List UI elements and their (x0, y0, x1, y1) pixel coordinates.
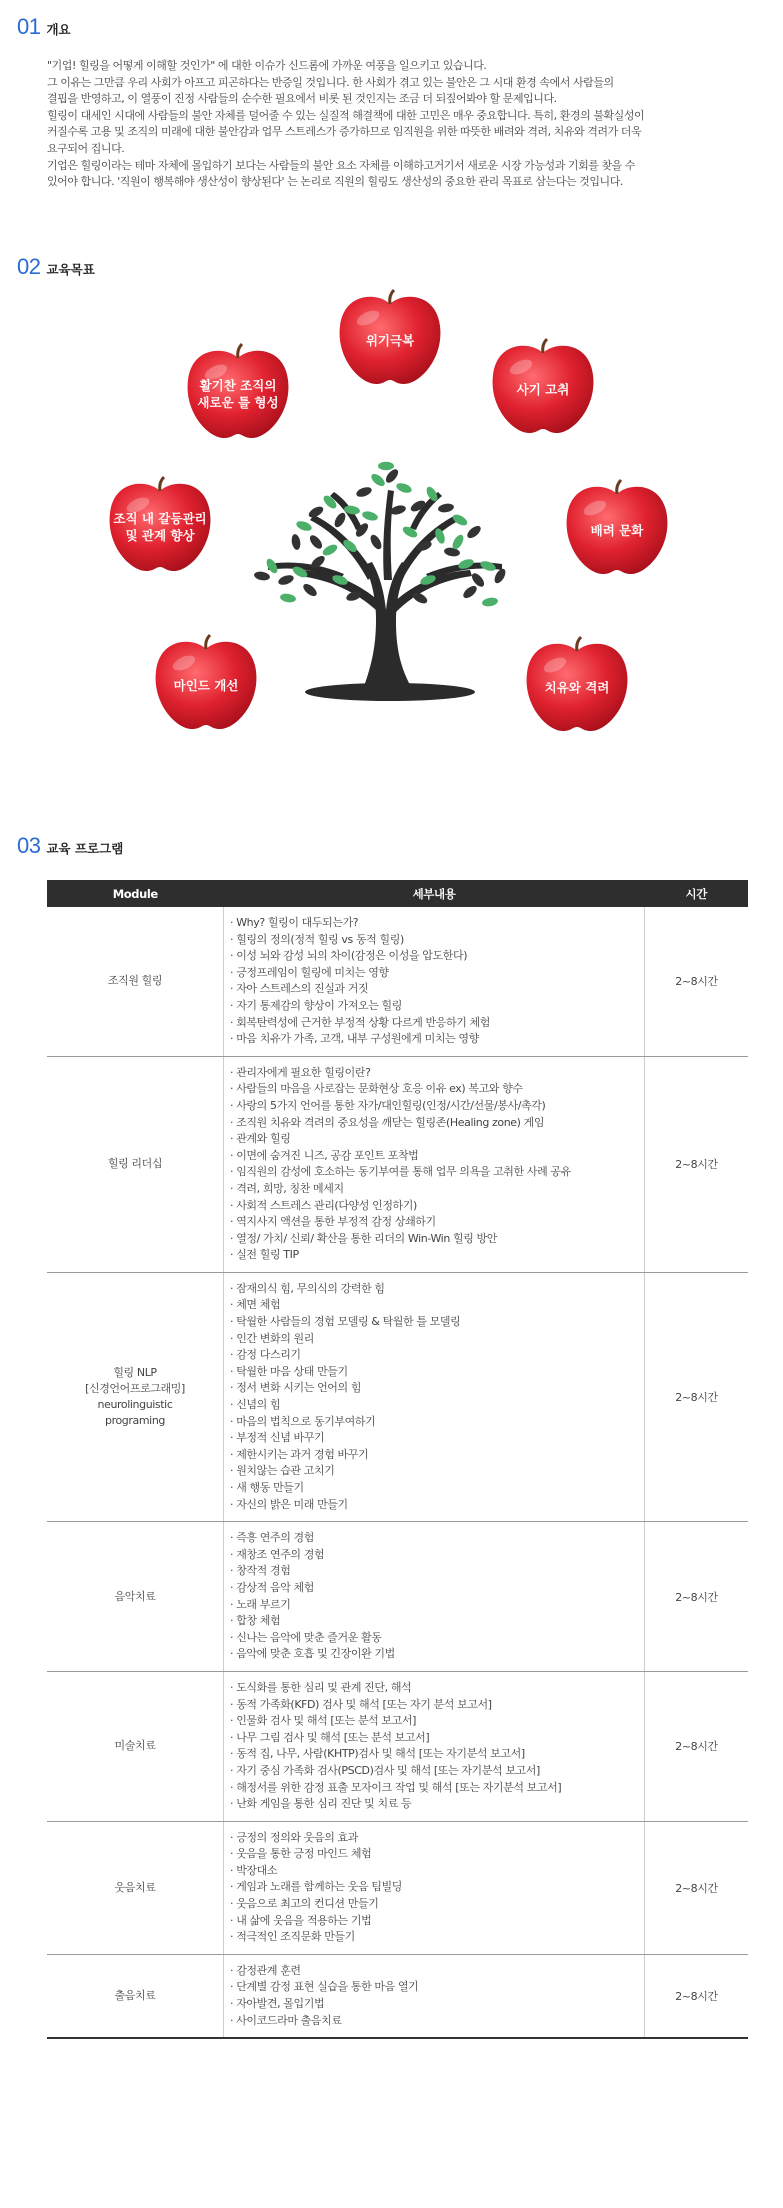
section-title: 교육목표 (46, 262, 95, 277)
detail-item: · 잠재의식 힘, 무의식의 강력한 힘 (230, 1281, 634, 1298)
program-table (47, 880, 748, 2039)
table-row (47, 1056, 748, 1272)
detail-item: · 신나는 음악에 맞춘 즐거운 활동 (230, 1630, 634, 1647)
detail-item: · 단계별 감정 표현 실습을 통한 마음 열기 (230, 1979, 634, 1996)
section-number: 03 (17, 833, 41, 858)
goal-apple-organization-frame (182, 342, 294, 442)
module-time: 2~8시간 (645, 1056, 749, 1272)
detail-item: · 즉흥 연주의 경험 (230, 1530, 634, 1547)
leaf (361, 510, 379, 522)
detail-item: · 박장대소 (230, 1863, 634, 1880)
detail-item: · 감상적 음악 체험 (230, 1580, 634, 1597)
detail-item: · 이면에 숨겨진 니즈, 공감 포인트 포착법 (230, 1148, 634, 1165)
table-row (47, 1954, 748, 2038)
detail-item: · 부정적 신념 바꾸기 (230, 1430, 634, 1447)
detail-item: · 조직원 치유와 격려의 중요성을 깨닫는 힐링존(Healing zone) 게임 (230, 1115, 634, 1132)
leaf (465, 524, 483, 541)
detail-item: · 웃음으로 최고의 컨디션 만들기 (230, 1896, 634, 1913)
module-time: 2~8시간 (645, 907, 749, 1056)
detail-item: · 감정 다스리기 (230, 1347, 634, 1364)
detail-item: · 자기 중심 가족화 검사(PSCD)검사 및 해석 [또는 자기분석 보고서] (230, 1763, 634, 1780)
module-name: 음악치료 (47, 1522, 224, 1672)
module-details (224, 1671, 645, 1821)
detail-item: · 회복탄력성에 근거한 부정적 상황 다르게 반응하기 체험 (230, 1015, 634, 1032)
detail-item: · 합창 체험 (230, 1613, 634, 1630)
overview-line: 결핍을 반영하고, 이 열풍이 진정 사람들의 순수한 필요에서 비롯 된 것인지는 조금 더 되짚어봐야 할 문제입니다. (47, 92, 557, 106)
detail-item: · 실전 힐링 TIP (230, 1247, 634, 1264)
leaf (461, 584, 479, 601)
module-name: 힐링 리더십 (47, 1056, 224, 1272)
detail-item: · 재창조 연주의 경험 (230, 1547, 634, 1564)
table-row (47, 907, 748, 1056)
detail-item: · 자신의 밝은 미래 만들기 (230, 1497, 634, 1514)
goal-label: 위기극복 (365, 332, 415, 348)
detail-item: · 인물화 검사 및 해석 [또는 분석 보고서] (230, 1713, 634, 1730)
leaf (378, 462, 394, 470)
leaf (355, 485, 373, 498)
table-header-row (47, 880, 748, 907)
leaf (279, 592, 296, 603)
module-time: 2~8시간 (645, 1272, 749, 1521)
education-goals-diagram (0, 280, 783, 750)
leaf (308, 533, 325, 551)
detail-item: · 해정서를 위한 감정 표출 모자이크 작업 및 해석 [또는 자기분석 보고서] (230, 1780, 634, 1797)
detail-item: · 마음의 법칙으로 동기부여하기 (230, 1414, 634, 1431)
detail-item: · 웃음을 통한 긍정 마인드 체험 (230, 1846, 634, 1863)
module-details (224, 1954, 645, 2038)
table-row (47, 1272, 748, 1521)
overview-line: 커질수록 고용 및 조직의 미래에 대한 불안감과 업무 스트레스가 증가하므로 임직원을 위한 따뜻한 배려와 격려, 치유와 격려가 더욱 (47, 125, 642, 139)
detail-item: · 난화 게임을 통한 심리 진단 및 치료 등 (230, 1796, 634, 1813)
leaf (301, 582, 319, 599)
detail-item: · 긍정의 정의와 웃음의 효과 (230, 1830, 634, 1847)
module-details (224, 1272, 645, 1521)
module-details (224, 1056, 645, 1272)
module-name: 출음치료 (47, 1954, 224, 2038)
detail-item: · 정서 변화 시키는 언어의 힘 (230, 1380, 634, 1397)
goal-apple-morale-boost (487, 337, 599, 437)
module-time: 2~8시간 (645, 1671, 749, 1821)
section-goals-heading (17, 254, 95, 280)
module-time: 2~8시간 (645, 1522, 749, 1672)
section-number: 01 (17, 14, 41, 39)
leaf (481, 596, 498, 607)
module-time: 2~8시간 (645, 1954, 749, 2038)
goal-apple-conflict-management (104, 475, 216, 575)
leaf (253, 570, 270, 581)
leaf (332, 511, 347, 529)
detail-item: · 동적 가족화(KFD) 검사 및 해석 [또는 자기 분석 보고서] (230, 1697, 634, 1714)
section-title: 교육 프로그램 (46, 841, 124, 856)
detail-item: · 제한시키는 과거 경험 바꾸기 (230, 1447, 634, 1464)
detail-item: · 탁월한 마음 상태 만들기 (230, 1364, 634, 1381)
leaf (295, 519, 313, 532)
module-name: 웃음치료 (47, 1821, 224, 1954)
module-time: 2~8시간 (645, 1821, 749, 1954)
module-details (224, 1522, 645, 1672)
detail-item: · 자기 통제감의 향상이 가져오는 힐링 (230, 998, 634, 1015)
detail-item: · 관계와 힐링 (230, 1131, 634, 1148)
goal-apple-mind-improvement (150, 633, 262, 733)
overview-text (47, 58, 763, 191)
detail-item: · 힐링의 정의(정적 힐링 vs 동적 힐링) (230, 932, 634, 949)
column-header-time: 시간 (645, 880, 749, 907)
detail-item: · 내 삶에 웃음을 적용하는 기법 (230, 1913, 634, 1930)
detail-item: · 역지사지 액션을 통한 부정적 감정 상쇄하기 (230, 1214, 634, 1231)
detail-item: · 자아발견, 몰입기법 (230, 1996, 634, 2013)
detail-item: · 적극적인 조직문화 만들기 (230, 1929, 634, 1946)
leaf (290, 533, 301, 550)
column-header-details: 세부내용 (224, 880, 645, 907)
detail-item: · 도식화를 통한 심리 및 관계 진단, 해석 (230, 1680, 634, 1697)
detail-item: · 창작적 경험 (230, 1563, 634, 1580)
detail-item: · 음악에 맞춘 호흡 및 긴장이완 기법 (230, 1646, 634, 1663)
detail-item: · 신념의 힘 (230, 1397, 634, 1414)
leaf (369, 472, 387, 489)
overview-line: 기업은 힐링이라는 테마 자체에 몰입하기 보다는 사람들의 불안 요소 자체를 이해하고거기서 새로운 시장 가능성과 기회를 찾을 수 (47, 158, 636, 172)
goal-label: 치유와 격려 (544, 679, 610, 695)
module-name: 조직원 힐링 (47, 907, 224, 1056)
leaf (395, 481, 413, 494)
detail-item: · Why? 힐링이 대두되는가? (230, 915, 634, 932)
detail-item: · 관리자에게 필요한 힐링이란? (230, 1065, 634, 1082)
section-number: 02 (17, 254, 41, 279)
goal-label: 마인드 개선 (173, 677, 239, 693)
overview-line: 힐링이 대세인 시대에 사람들의 불안 자체를 덜어줄 수 있는 실질적 해결책에 대한 고민은 매우 중요합니다. 특히, 환경의 불확실성이 (47, 108, 645, 122)
table-row (47, 1522, 748, 1672)
leaf (368, 533, 383, 551)
goal-apple-consideration-culture (561, 478, 673, 578)
detail-item: · 원치않는 습관 고치기 (230, 1463, 634, 1480)
detail-item: · 자아 스트레스의 진실과 거짓 (230, 981, 634, 998)
detail-item: · 인간 변화의 원리 (230, 1331, 634, 1348)
module-details (224, 1821, 645, 1954)
detail-item: · 격려, 희망, 칭찬 메세지 (230, 1181, 634, 1198)
detail-item: · 마음 치유가 가족, 고객, 내부 구성원에게 미치는 영향 (230, 1031, 634, 1048)
leaf (321, 542, 339, 557)
detail-item: · 사회적 스트레스 관리(다양성 인정하기) (230, 1198, 634, 1215)
table-row (47, 1671, 748, 1821)
detail-item: · 이성 뇌와 감성 뇌의 차이(감정은 이성을 압도한다) (230, 948, 634, 965)
leaf (479, 559, 497, 572)
goal-label: 조직 내 갈등관리 및 관계 향상 (113, 511, 207, 543)
goal-apple-crisis-overcome (334, 288, 446, 388)
leaf (437, 502, 454, 513)
goal-label: 사기 고취 (516, 381, 570, 397)
detail-item: · 탁월한 사람들의 경험 모델링 & 탁월한 틀 모델링 (230, 1314, 634, 1331)
section-overview-heading (17, 14, 71, 40)
module-details (224, 907, 645, 1056)
detail-item: · 감정관계 훈련 (230, 1963, 634, 1980)
column-header-module: Module (47, 880, 224, 907)
section-program-heading (17, 833, 123, 859)
goal-label: 활기찬 조직의 새로운 틀 형성 (197, 378, 279, 410)
module-name: 힐링 NLP [신경언어프로그래밍] neurolinguistic programing (47, 1272, 224, 1521)
detail-item: · 열정/ 가치/ 신뢰/ 확산을 통한 리더의 Win-Win 힐링 방안 (230, 1231, 634, 1248)
detail-item: · 노래 부르기 (230, 1597, 634, 1614)
detail-item: · 새 행동 만들기 (230, 1480, 634, 1497)
detail-item: · 사이코드라마 출음치료 (230, 2013, 634, 2030)
leaf (277, 573, 295, 586)
section-title: 개요 (46, 22, 71, 37)
detail-item: · 게임과 노래를 함께하는 웃음 팀빌딩 (230, 1879, 634, 1896)
detail-item: · 사랑의 5가지 언어를 통한 자가/대인힐링(인정/시간/선물/봉사/촉각) (230, 1098, 634, 1115)
table-row (47, 1821, 748, 1954)
overview-line: 요구되어 집니다. (47, 141, 125, 155)
detail-item: · 사람들의 마음을 사로잡는 문화현상 호응 이유 ex) 복고와 향수 (230, 1081, 634, 1098)
overview-line: 그 이유는 그만큼 우리 사회가 아프고 피곤하다는 반증일 것입니다. 한 사회가 겪고 있는 불안은 그 시대 환경 속에서 사람들의 (47, 75, 614, 89)
goal-apple-healing-encouragement (521, 635, 633, 735)
overview-line: 있어야 합니다. '직원이 행복해야 생산성이 향상된다' 는 논리로 직원의 힐링도 생산성의 중요한 관리 목표로 삼는다는 것입니다. (47, 175, 623, 189)
detail-item: · 동적 집, 나무, 사람(KHTP)검사 및 해석 [또는 자기분석 보고서] (230, 1746, 634, 1763)
detail-item: · 임직원의 감성에 호소하는 동기부여를 통해 업무 의욕을 고취한 사례 공유 (230, 1164, 634, 1181)
overview-line: "기업! 힐링을 어떻게 이해할 것인가" 에 대한 이슈가 신드롬에 가까운 여풍을 일으키고 있습니다. (47, 59, 487, 72)
detail-item: · 나무 그림 검사 및 해석 [또는 분석 보고서] (230, 1730, 634, 1747)
module-name: 미술치료 (47, 1671, 224, 1821)
goal-label: 배려 문화 (590, 522, 644, 538)
detail-item: · 긍정프레임이 힐링에 미치는 영향 (230, 965, 634, 982)
detail-item: · 체면 체험 (230, 1297, 634, 1314)
